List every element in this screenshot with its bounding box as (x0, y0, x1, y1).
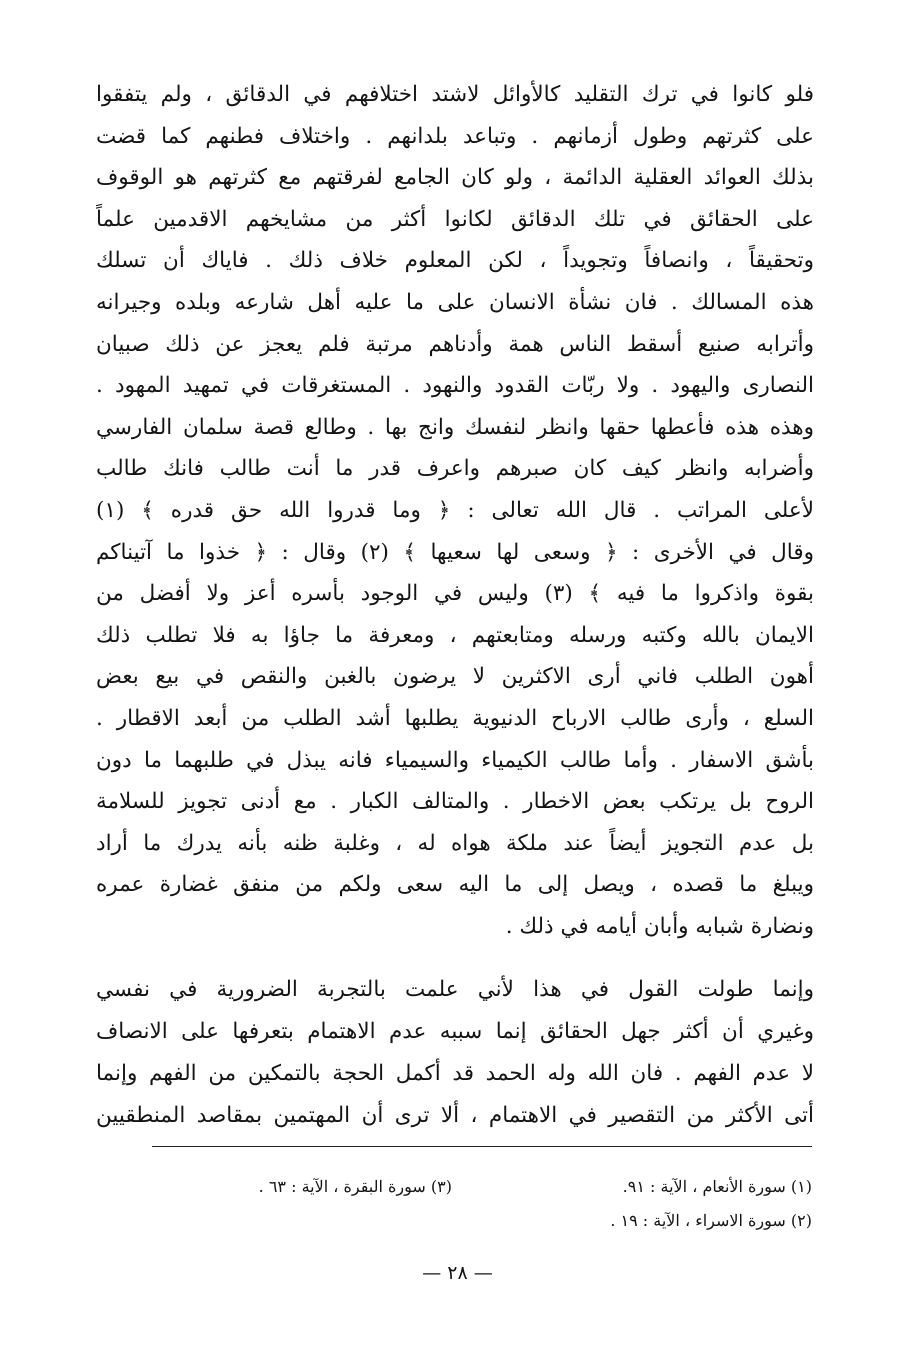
text-line: أهون الطلب فاني أرى الاكثرين لا يرضون بالغبن والنقص في بيع بعض (96, 664, 814, 690)
text-line: وأترابه صنيع أسقط الناس همة وأدناهم مرتبة فلم يعجز عن ذلك صبيان (96, 331, 814, 357)
text-line: بقوة واذكروا ما فيه ﴾ (٣) وليس في الوجود بأسره أعز ولا أفضل من (96, 581, 814, 607)
text-line: لأعلى المراتب . قال الله تعالى : ﴿ وما قدروا الله حق قدره ﴾ (١) (96, 497, 814, 523)
text-line: بذلك العوائد العقلية الدائمة ، ولو كان الجامع لفرقتهم مع كثرتهم هو الوقوف (96, 165, 814, 191)
text-line: وقال في الأخرى : ﴿ وسعى لها سعيها ﴾ (٢) وقال : ﴿ خذوا ما آتيناكم (96, 539, 814, 565)
text-line: بأشق الاسفار . وأما طالب الكيمياء والسيمياء فانه يبذل في طلبهما ما دون (96, 747, 814, 773)
footnote-row (152, 1204, 812, 1238)
text-line: على كثرتهم وطول أزمانهم . وتباعد بلدانهم . واختلاف فطنهم كما قضت (96, 123, 814, 149)
text-line: ويبلغ ما قصده ، ويصل إلى ما اليه سعى ولكم من منفق غضارة عمره (96, 872, 814, 898)
text-line-last: ونضارة شبابه وأبان أيامه في ذلك . (505, 913, 814, 939)
text-line: وإنما طولت القول في هذا لأني علمت بالتجربة الضرورية في نفسي (96, 977, 814, 1003)
footnote-divider (152, 1146, 812, 1147)
text-line: هذه المسالك . فان نشأة الانسان على ما عليه أهل شارعه وبلده وجيرانه (96, 289, 814, 315)
text-line: وتحقيقاً ، وانصافاً وتجويداً ، لكن المعلوم خلاف ذلك . فاياك أن تسلك (96, 248, 814, 274)
text-line: على الحقائق في تلك الدقائق لكانوا أكثر من مشايخهم الاقدمين علماً (96, 206, 814, 232)
footnote-3: (٣) سورة البقرة ، الآية : ٦٣ . (258, 1177, 452, 1196)
text-line: وأضرابه وانظر كيف كان صبرهم واعرف قدر ما أنت طالب فانك طالب (96, 456, 814, 482)
text-line: الايمان بالله وكتبه ورسله ومتابعتهم ، ومعرفة ما جاؤا به فلا تطلب ذلك (96, 622, 814, 648)
text-line: وهذه هذه فأعطها حقها وانظر لنفسك وانج بها . وطالع قصة سلمان الفارسي (96, 414, 814, 440)
footnotes (152, 1170, 812, 1238)
text-line: الروح بل يرتكب بعض الاخطار . والمتالف الكبار . مع أدنى تجويز للسلامة (96, 789, 814, 815)
footnote-row (152, 1170, 812, 1204)
text-line: النصارى واليهود . ولا ربّات القدود والنهود . المستغرقات في تمهيد المهود . (96, 373, 814, 399)
text-line: لا عدم الفهم . فان الله وله الحمد قد أكمل الحجة بالتمكين من الفهم وإنما (96, 1061, 814, 1087)
text-line: فلو كانوا في ترك التقليد كالأوائل لاشتد اختلافهم في الدقائق ، ولم يتفقوا (96, 82, 814, 107)
footnote-2: (٢) سورة الاسراء ، الآية : ١٩ . (610, 1211, 812, 1230)
text-line: أتى الأكثر من التقصير في الاهتمام ، ألا ترى أن المهتمين بمقاصد المنطقيين (96, 1103, 814, 1129)
footnote-1: (١) سورة الأنعام ، الآية : ٩١. (622, 1177, 812, 1196)
text-line: بل عدم التجويز أيضاً عند ملكة هواه له ، وغلبة ظنه بأنه يدرك ما أراد (96, 830, 814, 856)
text-line: السلع ، وأرى طالب الارباح الدنيوية يطلبها أشد الطلب من أبعد الاقطار . (96, 705, 814, 731)
paragraph-1 (96, 74, 814, 947)
paragraph-2 (96, 969, 814, 1137)
text-line: وغيري أن أكثر جهل الحقائق إنما سببه عدم الاهتمام بتعرفها على الانصاف (96, 1019, 814, 1045)
page-number: — ٢٨ — (422, 1262, 493, 1284)
